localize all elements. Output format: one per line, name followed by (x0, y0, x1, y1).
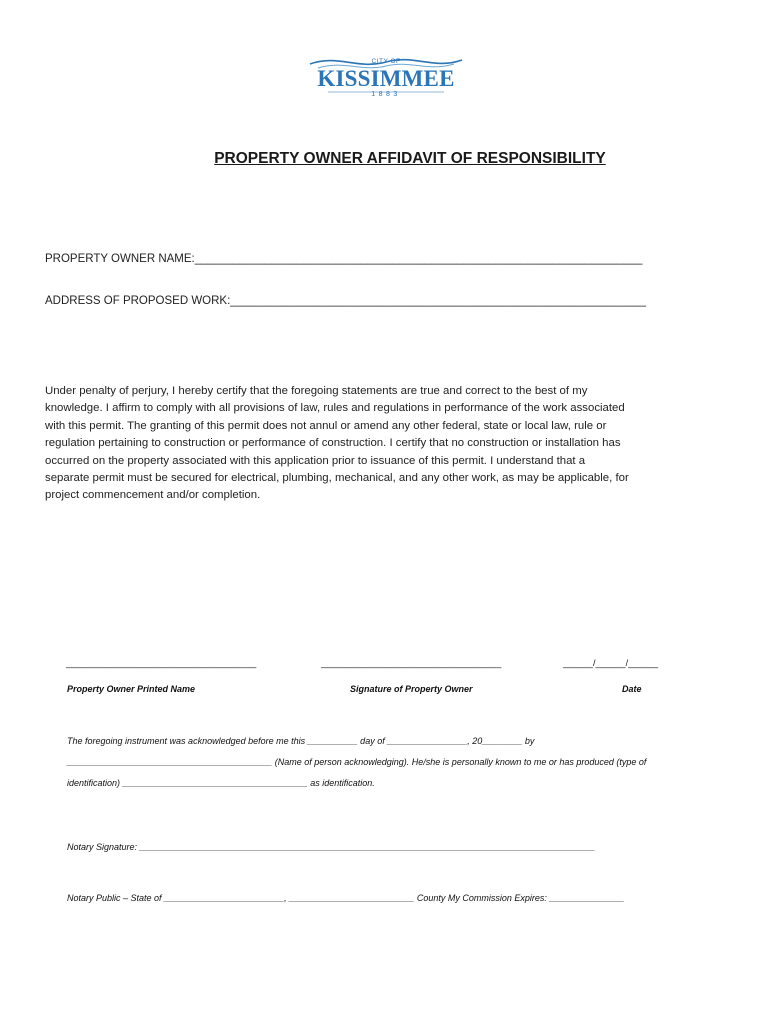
notary-signature-line[interactable]: Notary Signature: ___________________________________________________________________________________________ (67, 842, 596, 852)
printed-name-label: Property Owner Printed Name (67, 684, 196, 694)
address-field[interactable]: ADDRESS OF PROPOSED WORK:_________________________________________________________________ (45, 295, 647, 307)
affidavit-line: project commencement and/or completion. (45, 489, 261, 502)
acknowledgment-line-1[interactable]: The foregoing instrument was acknowledged before me this __________ day of ________________, 20________ by (67, 736, 535, 746)
owner-name-field[interactable]: PROPERTY OWNER NAME:______________________________________________________________________ (45, 253, 643, 265)
printed-name-line[interactable]: ______________________________________ (66, 658, 257, 668)
signature-label: Signature of Property Owner (350, 684, 473, 694)
acknowledgment-line-3[interactable]: identification) _____________________________________ as identification. (67, 778, 375, 788)
affidavit-line: occurred on the property associated with this application prior to issuance of this permit. I understand that a (45, 454, 586, 467)
notary-public-line[interactable]: Notary Public – State of ________________________, _________________________ County My Commission Expires: _______________ (67, 893, 625, 903)
affidavit-line: separate permit must be secured for electrical, plumbing, mechanical, and any other work, as may be applicable, for (45, 472, 629, 485)
logo-city-name: KISSIMMEE (317, 66, 455, 91)
date-label: Date (622, 684, 642, 694)
page-title: PROPERTY OWNER AFFIDAVIT OF RESPONSIBILITY (214, 150, 606, 167)
affidavit-line: regulation pertaining to construction or performance of construction. I certify that no construction or installation has (45, 437, 621, 450)
logo-city-of: CITY OF (371, 58, 401, 65)
affidavit-line: Under penalty of perjury, I hereby certify that the foregoing statements are true and correct to the best of my (45, 385, 588, 397)
logo-year: 1883 (371, 91, 401, 98)
date-line[interactable]: ______/______/______ (563, 658, 659, 668)
affidavit-line: knowledge. I affirm to comply with all provisions of law, rules and regulations in performance of the work associated (45, 402, 625, 415)
city-of-kissimmee-logo (308, 52, 464, 104)
affidavit-line: with this permit. The granting of this permit does not annul or amend any other federal, state or local law, rule or (45, 419, 607, 432)
acknowledgment-line-2[interactable]: _________________________________________ (Name of person acknowledging). He/she is personally known to me or has produced (type of (67, 757, 647, 767)
signature-line[interactable]: ____________________________________ (321, 658, 502, 668)
affidavit-statement (45, 383, 735, 505)
